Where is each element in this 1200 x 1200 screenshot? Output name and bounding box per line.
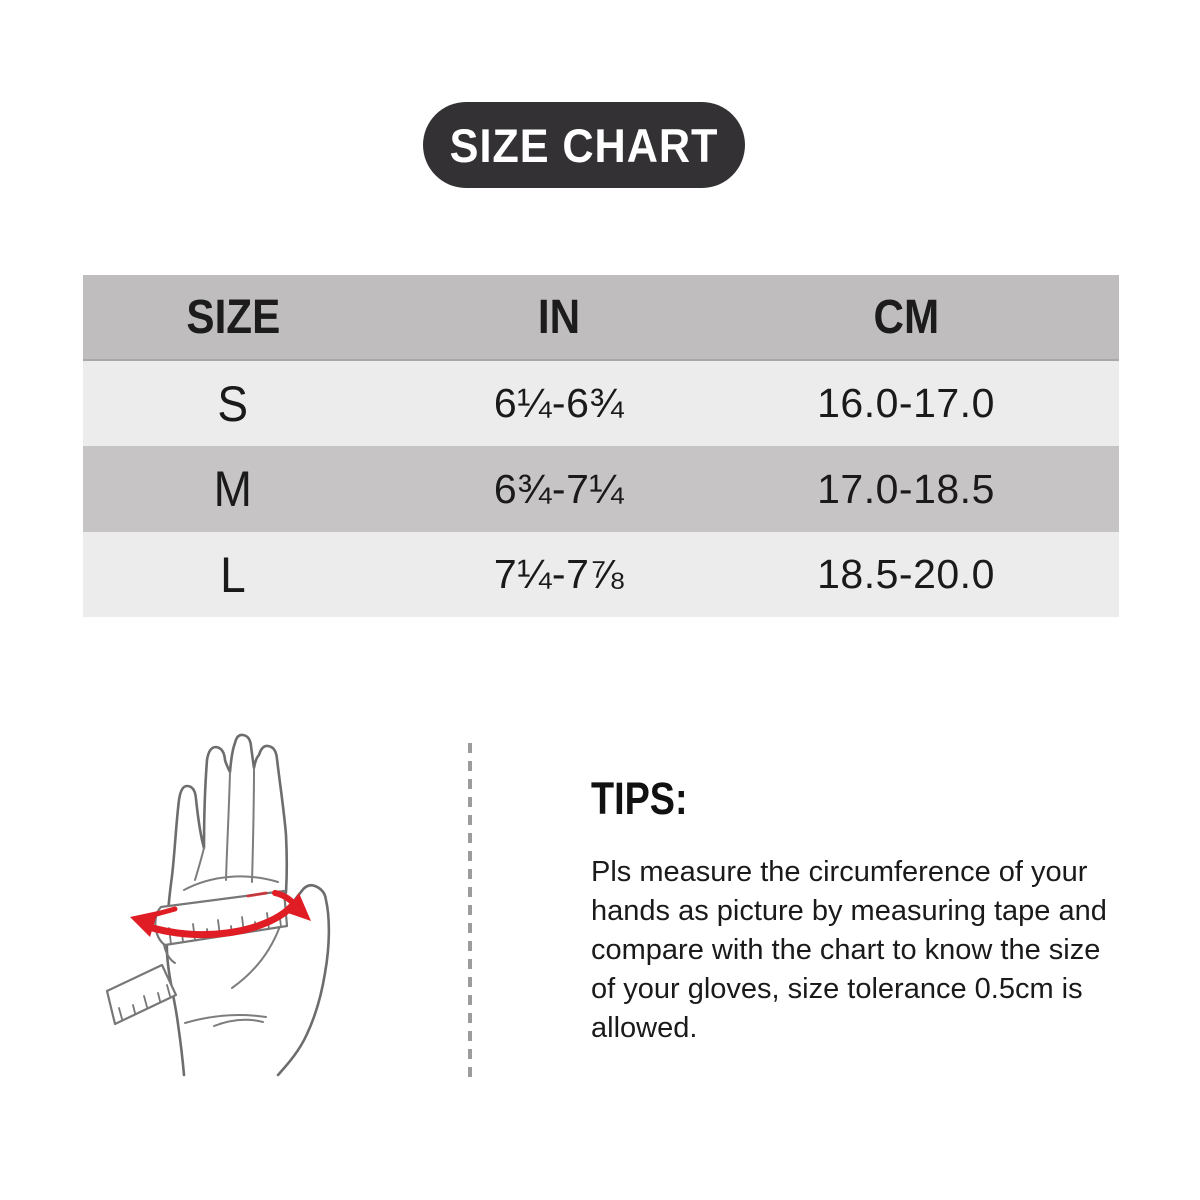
tips-text xyxy=(591,853,1136,1048)
hand-with-measuring-tape-icon xyxy=(80,730,500,1100)
size-label-l: L xyxy=(220,546,246,603)
inches-range-l: 7¼-7⅞ xyxy=(493,551,625,597)
table-row-m xyxy=(83,446,1119,532)
tips-line-3: compare with the chart to know the size xyxy=(591,934,1101,966)
table-row-l xyxy=(83,532,1119,617)
size-chart-title-badge xyxy=(423,102,745,188)
measuring-tape-tail xyxy=(107,965,176,1024)
column-header-in: IN xyxy=(537,290,581,344)
size-table-header-row xyxy=(83,275,1119,361)
size-table xyxy=(83,275,1119,617)
size-chart-title: SIZE CHART xyxy=(449,118,719,172)
inches-range-s: 6¼-6¾ xyxy=(493,380,625,426)
hand-measuring-illustration xyxy=(80,730,500,1100)
tips-line-2: hands as picture by measuring tape and xyxy=(591,895,1107,927)
size-label-m: M xyxy=(213,461,253,517)
measuring-tape-band-wrap xyxy=(164,945,175,963)
tips-section xyxy=(591,773,1136,1048)
tips-line-5: allowed. xyxy=(591,1012,698,1044)
tips-line-4: of your gloves, size tolerance 0.5cm is xyxy=(591,973,1083,1005)
tips-line-1: Pls measure the circumference of your xyxy=(591,856,1088,888)
size-label-s: S xyxy=(217,375,249,432)
inches-range-m: 6¾-7¼ xyxy=(493,465,625,512)
cm-range-s: 16.0-17.0 xyxy=(817,380,995,426)
table-row-s xyxy=(83,361,1119,446)
dashed-vertical-divider xyxy=(468,743,472,1081)
tips-heading: TIPS: xyxy=(591,773,688,824)
cm-range-m: 17.0-18.5 xyxy=(817,465,995,512)
column-header-size: SIZE xyxy=(186,290,280,344)
column-header-cm: CM xyxy=(873,290,939,344)
cm-range-l: 18.5-20.0 xyxy=(817,551,995,597)
